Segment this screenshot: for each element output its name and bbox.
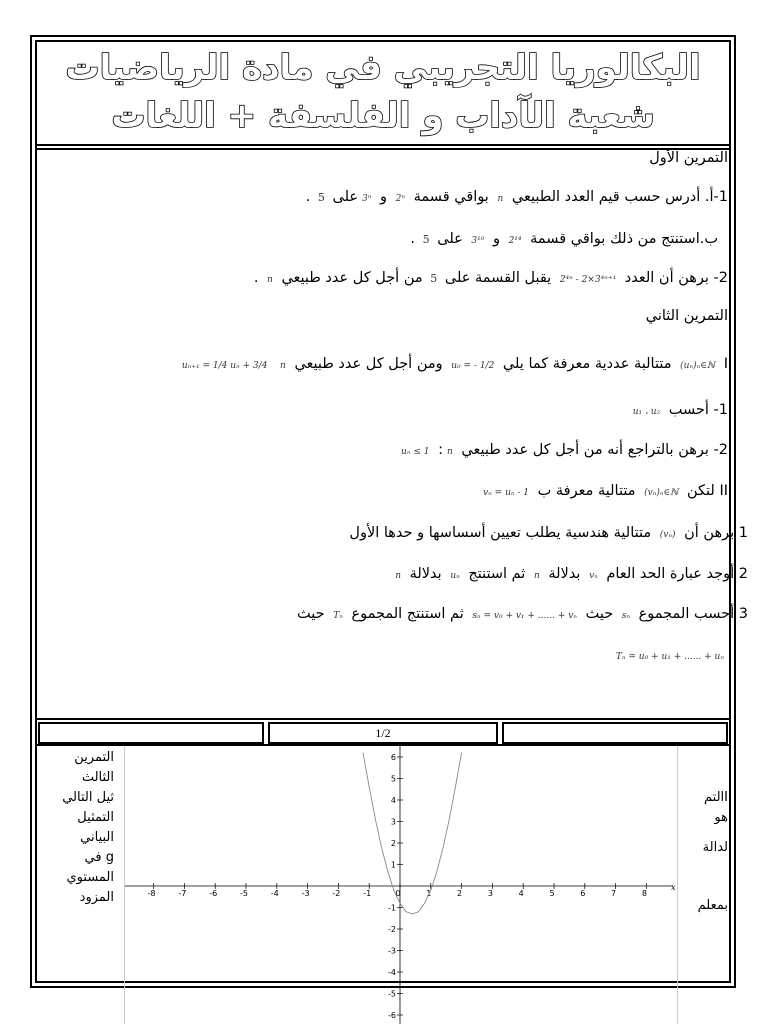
ii1-seq: (vₙ) (659, 530, 676, 540)
q1a-text: 1-أ. أدرس حسب قيم العدد الطبيعي (511, 189, 728, 205)
y-tick-label: -1 (388, 903, 396, 913)
exercise1-q1b (410, 229, 718, 251)
function-curve (363, 753, 462, 914)
q2-5: 5 (430, 272, 438, 285)
exercise1-heading: التمرين الأول (649, 150, 728, 166)
ii2-n2: n (395, 571, 401, 581)
q1b-text: ب.استنتج من ذلك بواقي قسمة (530, 231, 718, 247)
x-tick-label: 2 (457, 889, 463, 898)
y-tick-label: 5 (390, 774, 396, 784)
y-tick-label: 3 (390, 817, 396, 827)
q1a-5: 5 (317, 191, 325, 204)
q1b-m1: 2¹⁴ (508, 236, 522, 246)
q1b-m2: 3¹⁰ (471, 236, 485, 246)
left-col-line: ثيل التالي (62, 790, 114, 805)
partI-rec: uₙ₊₁ = 1/4 uₙ + 3/4 (181, 361, 268, 371)
exercise2-q1 (629, 400, 728, 422)
ii3-tn: Tₙ (333, 611, 343, 621)
right-col-line: هو (714, 810, 728, 825)
footer-box-left (38, 722, 264, 744)
partII-text2: متتالية معرفة ب (537, 483, 636, 499)
ii1-num: 1 (738, 525, 748, 541)
y-tick-label: 4 (390, 796, 396, 805)
q1b-end: . (410, 231, 416, 247)
ii3-tsum: Tₙ = u₀ + u₁ + ...... + uₙ (615, 652, 724, 662)
q1a-mid: بواقي قسمة (413, 189, 489, 205)
q2-n: n (267, 275, 273, 285)
x-tick-label: -5 (240, 889, 248, 898)
graph-svg (125, 746, 677, 1024)
y-tick-label: -5 (388, 989, 396, 999)
x-tick-label: -8 (147, 889, 156, 898)
ii3-num: 3 (738, 606, 748, 622)
x-axis-label: x (671, 883, 676, 892)
ii1-text2: متتالية هندسية يطلب تعيين أسساسها و حدها الأول (349, 525, 652, 541)
partI-label: I (723, 356, 728, 372)
partI-u0: u₀ = - 1/2 (451, 361, 495, 371)
ex2-q2-n: n (446, 447, 453, 457)
ii3-text4: حيث (297, 606, 325, 622)
ii2-text2: بدلالة (548, 566, 581, 582)
q1a-and: و (380, 189, 388, 205)
right-col-line: بمعلم (697, 898, 728, 913)
function-graph (124, 746, 678, 1024)
q1a-on: على (332, 189, 359, 205)
q1a-end: . (305, 189, 311, 205)
partI-seq: (uₙ)ₙ∈ℕ (680, 361, 716, 371)
y-tick-label: -4 (388, 968, 396, 977)
q2-text: 2- برهن أن العدد (624, 270, 728, 286)
x-tick-label: -2 (332, 889, 341, 898)
x-tick-label: 5 (549, 889, 555, 898)
ii3-text2: حيث (585, 606, 614, 622)
ii1-text: برهن أن (684, 525, 735, 541)
q2-mid: يقبل القسمة على (444, 270, 552, 286)
exercise2-partI (178, 354, 728, 376)
ii2-un: uₙ (450, 571, 460, 581)
q1b-5: 5 (422, 233, 430, 246)
ex2-q1-terms: u₁ ، u₂ (632, 407, 661, 417)
header-divider (35, 144, 731, 146)
x-tick-label: 7 (611, 889, 617, 898)
exercise2-partII (479, 481, 728, 503)
exercise2-tsum (612, 645, 728, 667)
y-tick-label: -2 (388, 925, 396, 934)
partI-n: n (280, 361, 286, 371)
partII-seq: (vₙ)ₙ∈ℕ (644, 488, 679, 498)
footer-divider (35, 718, 731, 720)
ii2-num: 2 (738, 566, 748, 582)
exercise2-ii3 (297, 604, 748, 626)
x-tick-label: 3 (487, 889, 493, 898)
page2-left-column (38, 748, 114, 908)
partII-label: II (719, 483, 728, 499)
y-tick-label: -6 (388, 1011, 396, 1020)
x-tick-label: -3 (301, 889, 310, 898)
ii2-text3: ثم استنتج (468, 566, 526, 582)
partII-def: vₙ = uₙ - 1 (483, 488, 530, 498)
x-tick-label: 1 (426, 889, 432, 898)
exercise2-heading: التمرين الثاني (645, 308, 728, 324)
ex2-q1-text: 1- أحسب (668, 402, 728, 418)
x-tick-label: 0 (395, 889, 401, 898)
y-tick-label: 1 (390, 860, 396, 870)
x-tick-label: -4 (270, 889, 279, 898)
ex2-q2-ineq: uₙ ≤ 1 (401, 447, 430, 457)
exercise2-q2 (397, 440, 728, 462)
ex2-q2-text: 2- برهن بالتراجع أنه من أجل كل عدد طبيعي (461, 442, 728, 458)
q1a-m2: 3ⁿ (362, 194, 372, 204)
y-tick-label: -3 (388, 946, 396, 956)
ii3-sum: sₙ = v₀ + v₁ + ...... + vₙ (472, 611, 577, 621)
left-col-line: المزود (79, 890, 114, 905)
q2-end: من أجل كل عدد طبيعي (281, 270, 423, 286)
q2-expr: 2⁴ⁿ - 2×3⁴ⁿ⁺¹ (559, 275, 617, 285)
q1b-on: على (437, 231, 463, 247)
partI-text2: ومن أجل كل عدد طبيعي (294, 356, 443, 372)
ii3-sn: sₙ (621, 611, 631, 621)
x-tick-label: -7 (178, 889, 187, 898)
header-divider-2 (35, 148, 731, 150)
q2-dot: . (253, 270, 259, 286)
title-line-1: البكالوريا التجريبي في مادة الرياضيات (65, 48, 701, 88)
left-col-line: الثالث (81, 770, 114, 785)
ii2-vn: vₙ (589, 571, 598, 581)
x-tick-label: -6 (209, 889, 218, 898)
exercise2-ii1 (349, 523, 748, 545)
left-col-line: المستوي (66, 870, 114, 885)
ii2-n: n (533, 571, 540, 581)
exercise1-q1a (306, 187, 728, 209)
ii3-text: أحسب المجموع (638, 606, 735, 622)
x-tick-label: 4 (518, 889, 524, 898)
q1a-m1: 2ⁿ (395, 194, 406, 204)
ex2-q2-colon: : (438, 442, 443, 458)
ii2-text: أوجد عبارة الحد العام (606, 566, 735, 582)
partI-text: متتالبة عددية معرفة كما يلي (502, 356, 672, 372)
ii2-text4: بدلالة (409, 566, 442, 582)
left-col-line: البياني (80, 830, 114, 845)
footer-box-right (502, 722, 728, 744)
x-tick-label: 6 (580, 889, 586, 898)
ii3-text3: ثم استنتج المجموع (351, 606, 464, 622)
y-tick-label: 6 (390, 753, 396, 762)
x-tick-label: 8 (641, 889, 647, 898)
q1b-and: و (492, 231, 500, 247)
y-tick-label: 2 (390, 839, 396, 848)
q1a-n: n (497, 194, 504, 204)
exercise2-ii2 (391, 564, 748, 586)
partII-text: لتكن (686, 483, 715, 499)
left-col-line: التمرين (74, 750, 114, 765)
x-tick-label: -1 (363, 889, 372, 898)
left-col-line: التمثيل (77, 810, 114, 825)
left-col-line: g في (84, 850, 114, 865)
right-col-line: لدالة (702, 840, 728, 855)
page-number: 1/2 (375, 726, 391, 740)
right-col-line: Iالتم (704, 790, 728, 805)
title-line-2: شعبة الآداب و الفلسفة + اللغات (111, 96, 655, 136)
exercise1-q2 (254, 268, 728, 290)
